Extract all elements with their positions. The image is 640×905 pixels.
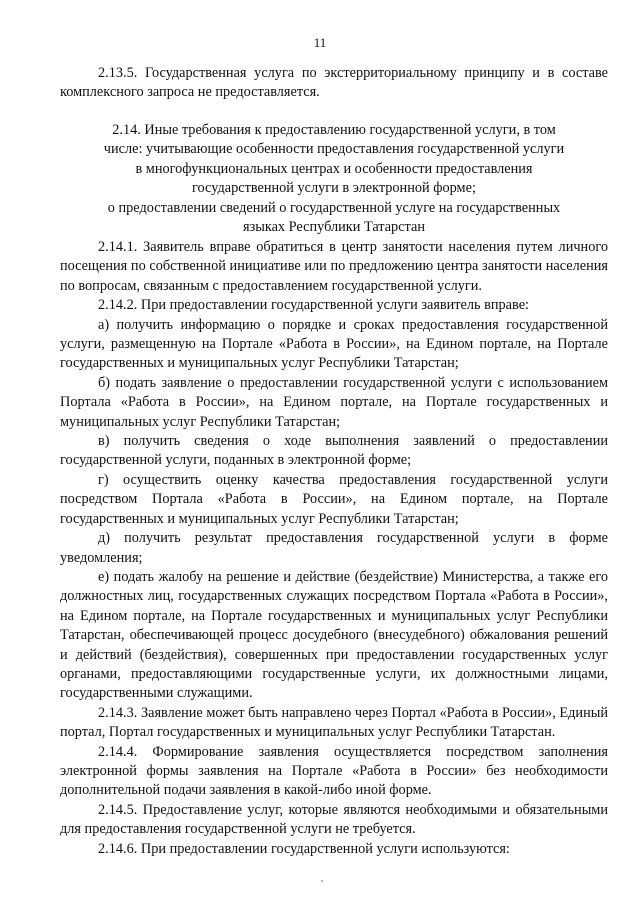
scan-speck xyxy=(321,880,323,882)
paragraph-2-14-2: 2.14.2. При предоставлении государственной услуги заявитель вправе: xyxy=(98,297,530,314)
paragraph-2-14-4: 2.14.4. Формирование заявления осуществляется посредством заполнения электронной формы заявления на Портале «Работа в России» без необходимости дополнительной подачи заявления в какой-либо иной форме. xyxy=(60,743,608,799)
list-item-g: г) осуществить оценку качества предоставления государственной услуги посредством Портала «Работа в России», на Едином портале, на Портале государственных и муниципальных услуг Республики Татарстан; xyxy=(60,471,608,527)
paragraph-2-13-5: 2.13.5. Государственная услуга по экстерриториальному принципу и в составе комплексного запроса не предоставляется. xyxy=(60,65,608,101)
paragraph-2-14-3: 2.14.3. Заявление может быть направлено через Портал «Работа в России», Единый портал, Портал государственных и муниципальных услуг Республики Татарстан. xyxy=(60,704,608,741)
section-2-14-body xyxy=(60,238,608,859)
heading-line: числе: учитывающие особенности предоставления государственной услуги xyxy=(103,141,565,158)
paragraph-2-14-1: 2.14.1. Заявитель вправе обратиться в центр занятости населения путем личного посещения по собственной инициативе или по предложению центра занятости населения по вопросам, связанным с предоставлением государственной услуги. xyxy=(60,239,608,294)
list-item-d: д) получить результат предоставления государственной услуги в форме уведомления; xyxy=(60,530,608,566)
heading-line: языках Республики Татарстан xyxy=(243,219,425,236)
heading-line: государственной услуги в электронной форме; xyxy=(192,180,476,197)
paragraph-2-14-5: 2.14.5. Предоставление услуг, которые являются необходимыми и обязательными для предоставления государственной услуги не требуется. xyxy=(60,801,608,838)
heading-line: в многофункциональных центрах и особенности предоставления xyxy=(135,160,533,177)
page-number: 11 xyxy=(313,35,327,50)
heading-line: о предоставлении сведений о государственной услуге на государственных xyxy=(107,199,561,216)
list-item-e: е) подать жалобу на решение и действие (бездействие) Министерства, а также его должностных лиц, государственных служащих посредством Портала «Работа в России», на Едином портале, на Портале государственных и муниципальных услуг Республики Татарстан, обеспечивающей процесс досудебного (внесудебного) обжалования решений и действий (бездействия), совершенных при предоставлении государственных услуг органами, предоставляющими государственные услуги, их должностными лицами, государственными служащими. xyxy=(60,568,608,702)
list-item-a: а) получить информацию о порядке и сроках предоставления государственной услуги, размещенную на Портале «Работа в России», на Едином портале, на Портале государственных и муниципальных услуг Республики Татарстан; xyxy=(60,316,608,372)
section-2-13-5 xyxy=(60,64,608,103)
section-heading-2-14 xyxy=(60,121,608,237)
paragraph-2-14-6: 2.14.6. При предоставлении государственной услуги используются: xyxy=(98,840,510,857)
list-item-v: в) получить сведения о ходе выполнения заявлений о предоставлении государственной услуги, поданных в электронной форме; xyxy=(60,433,608,469)
list-item-b: б) подать заявление о предоставлении государственной услуги с использованием Портала «Работа в России», на Едином портале, на Портале государственных и муниципальных услуг Республики Татарстан; xyxy=(60,374,608,430)
heading-line: 2.14. Иные требования к предоставлению государственной услуги, в том xyxy=(112,122,556,138)
